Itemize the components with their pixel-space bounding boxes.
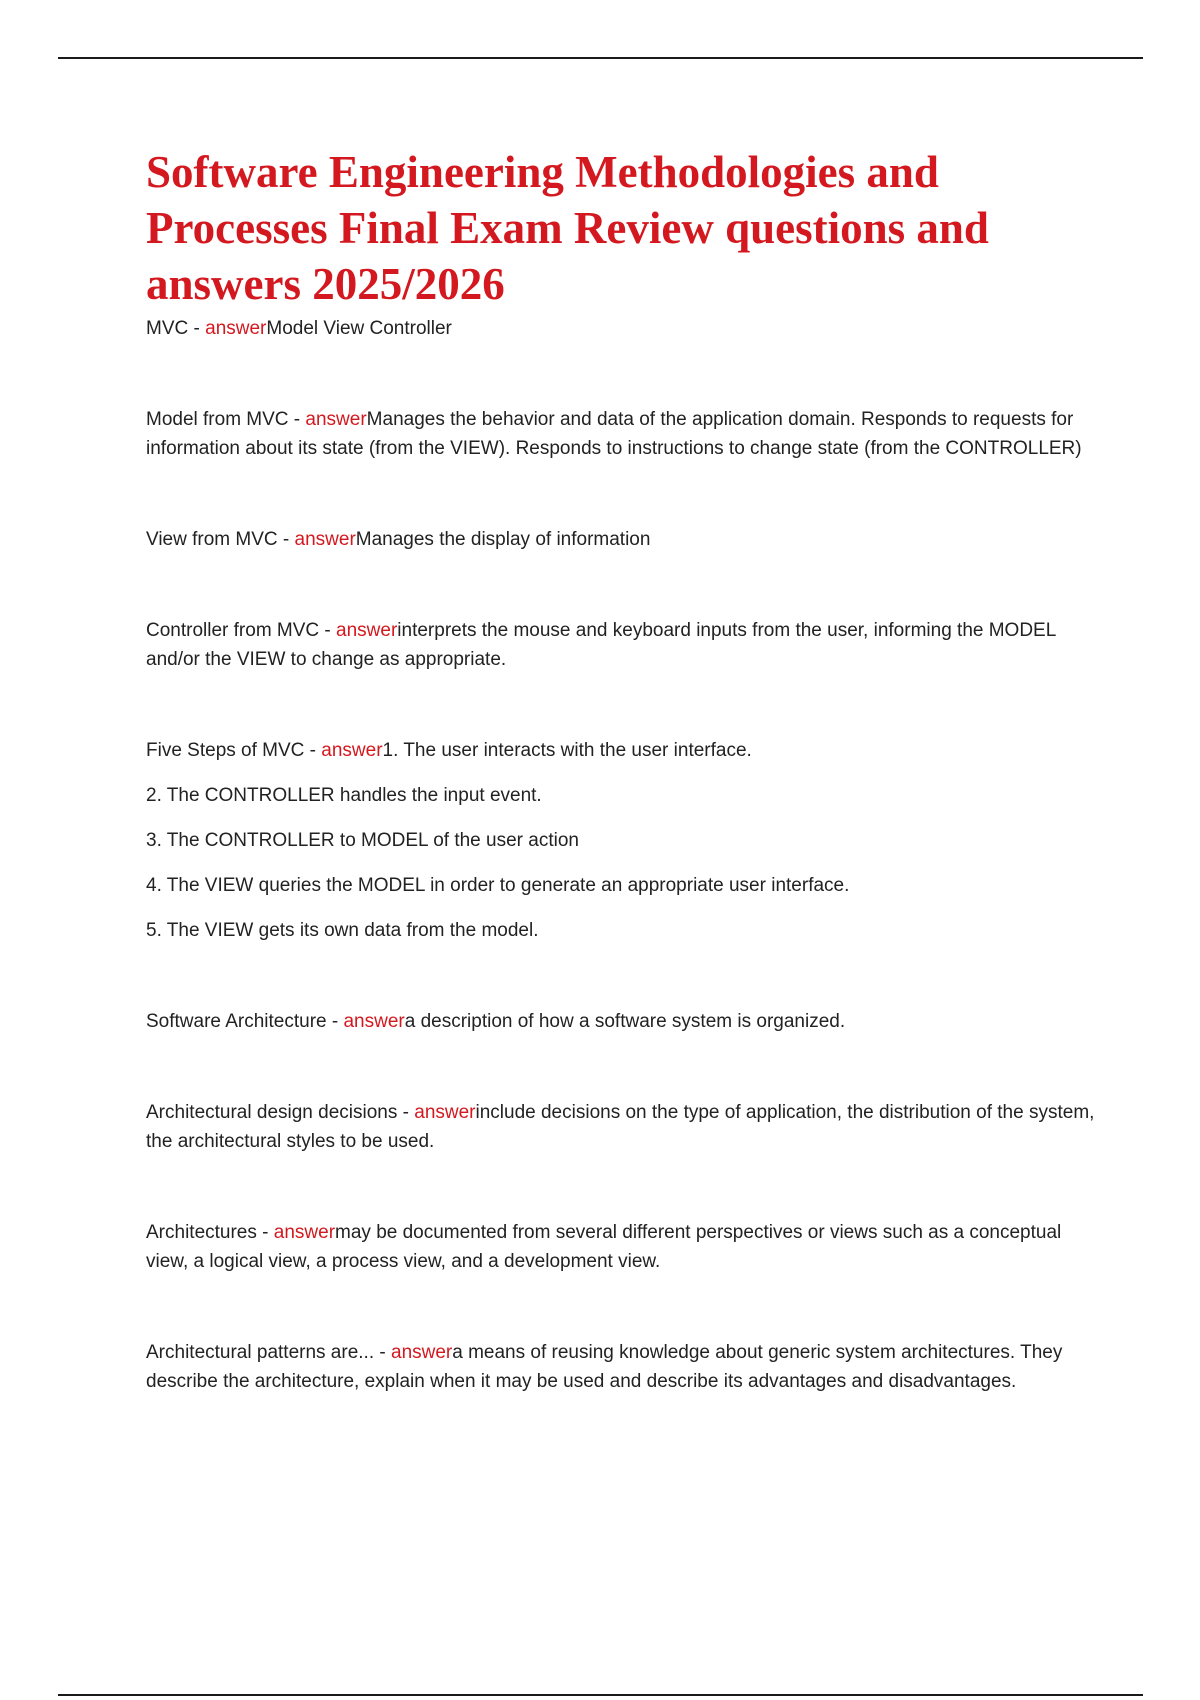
qa-answer: Manages the behavior and data of the application domain. Responds to requests for information about its state (from the VIEW). Responds to instructions to change state (from the CONTROLLER) [146, 409, 1082, 459]
mvc-step-4: 4. The VIEW queries the MODEL in order to generate an appropriate user interface. [146, 875, 850, 896]
answer-marker: answer [305, 409, 367, 430]
qa-separator: - [277, 529, 295, 550]
qa-separator: - [256, 1222, 274, 1243]
qa-item-model [146, 405, 1096, 463]
document-body [146, 144, 1096, 1396]
mvc-step-5: 5. The VIEW gets its own data from the model. [146, 920, 539, 941]
top-rule [58, 57, 1143, 59]
qa-separator: - [288, 409, 306, 430]
qa-separator: - [397, 1102, 415, 1123]
qa-answer: include decisions on the type of application, the distribution of the system, the architectural styles to be used. [146, 1102, 1095, 1152]
qa-term: Architectural design decisions [146, 1102, 398, 1123]
answer-marker: answer [336, 620, 398, 641]
qa-item-software-architecture [146, 1007, 1096, 1036]
qa-answer: 1. The user interacts with the user interface. [382, 740, 752, 761]
bottom-rule [58, 1694, 1143, 1696]
qa-term: Model from MVC [146, 409, 289, 430]
qa-separator: - [326, 1011, 344, 1032]
qa-separator: - [188, 318, 206, 339]
qa-separator: - [304, 740, 322, 761]
qa-answer: a description of how a software system is organized. [404, 1011, 846, 1032]
qa-term: Architectures [146, 1222, 257, 1243]
mvc-step-2: 2. The CONTROLLER handles the input event. [146, 785, 542, 806]
qa-answer: interprets the mouse and keyboard inputs from the user, informing the MODEL and/or the VIEW to change as appropriate. [146, 620, 1056, 670]
qa-item-controller [146, 616, 1096, 674]
answer-marker: answer [391, 1342, 453, 1363]
qa-item-architectures [146, 1218, 1096, 1276]
qa-term: Five Steps of MVC [146, 740, 305, 761]
qa-item-mvc [146, 314, 1096, 343]
answer-marker: answer [321, 740, 383, 761]
qa-separator: - [319, 620, 337, 641]
qa-answer: Manages the display of information [355, 529, 651, 550]
answer-marker: answer [294, 529, 356, 550]
qa-term: Software Architecture [146, 1011, 327, 1032]
qa-item-architectural-patterns [146, 1338, 1096, 1396]
qa-term: View from MVC [146, 529, 278, 550]
answer-marker: answer [273, 1222, 336, 1243]
qa-item-architectural-design-decisions [146, 1098, 1096, 1156]
answer-marker: answer [205, 318, 267, 339]
qa-answer: a means of reusing knowledge about generic system architectures. They describe the architecture, explain when it may be used and describe its advantages and disadvantages. [146, 1342, 1063, 1392]
qa-answer: Model View Controller [266, 318, 452, 339]
qa-answer: may be documented from several different perspectives or views such as a conceptual view, a logical view, a process view, and a development view. [146, 1222, 1062, 1272]
qa-item-view [146, 525, 1096, 554]
qa-item-five-steps [146, 736, 1096, 765]
qa-term: Architectural patterns are... [146, 1342, 375, 1363]
qa-term: Controller from MVC [146, 620, 320, 641]
document-title: Software Engineering Methodologies and Processes Final Exam Review questions and answers 2025/2026 [146, 147, 989, 309]
qa-term: MVC [146, 318, 189, 339]
mvc-step-3: 3. The CONTROLLER to MODEL of the user action [146, 830, 579, 851]
answer-marker: answer [414, 1102, 476, 1123]
answer-marker: answer [343, 1011, 405, 1032]
qa-separator: - [374, 1342, 391, 1363]
